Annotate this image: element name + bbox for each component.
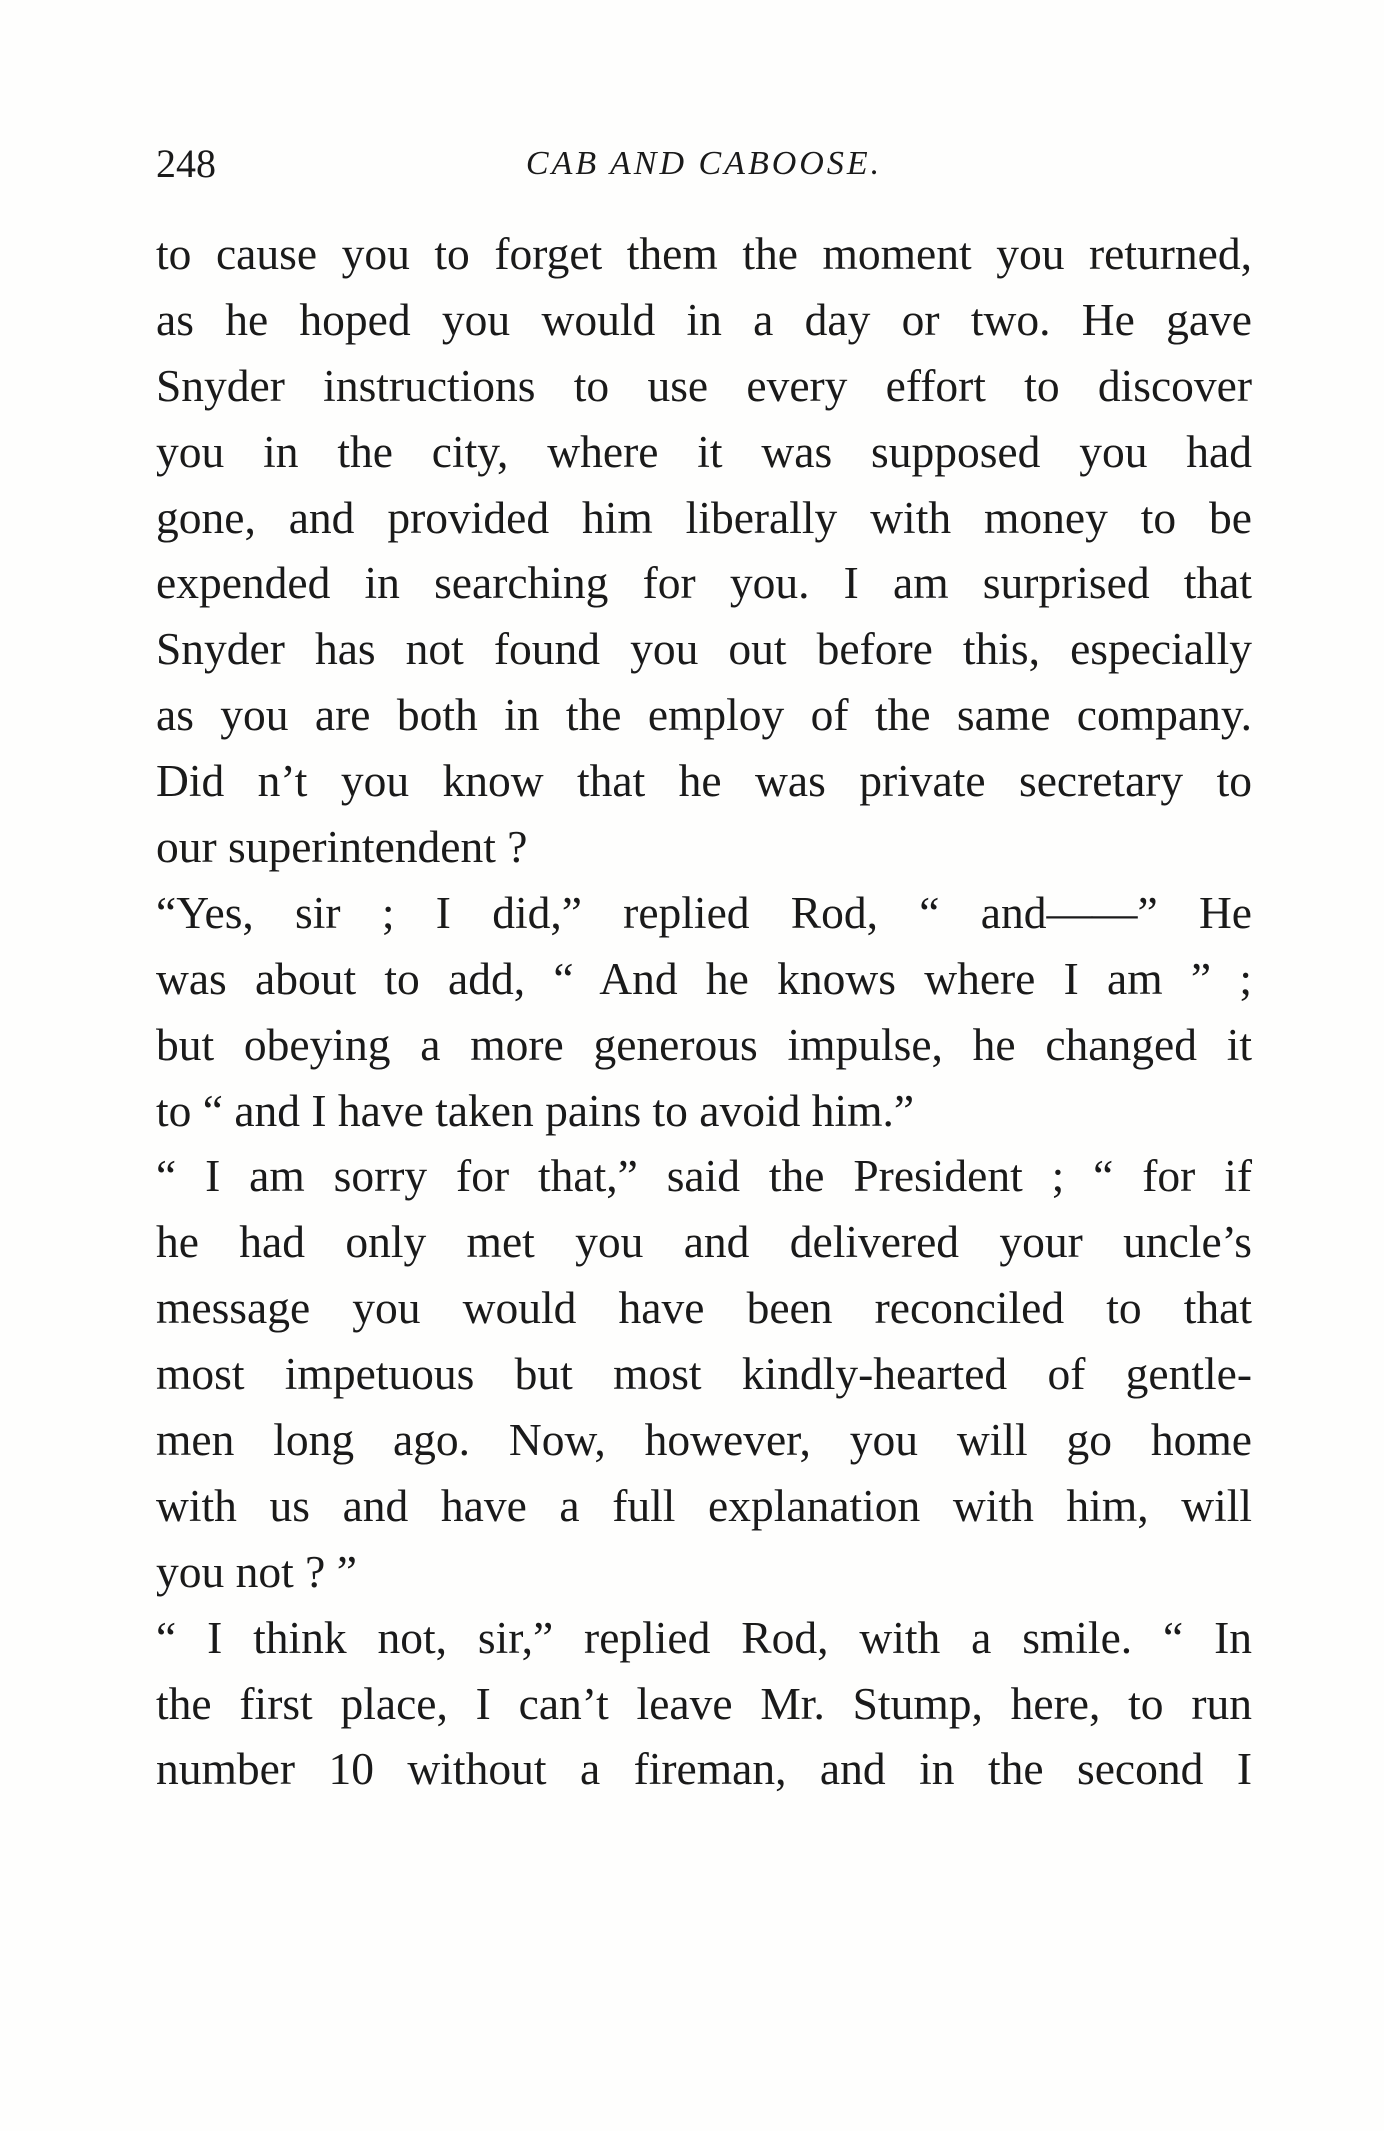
page-number: 248	[156, 141, 216, 186]
text-line: he had only met you and delivered your uncle’s	[156, 1216, 1252, 1268]
running-title: CAB AND CABOOSE.	[525, 145, 883, 182]
text-line: number 10 without a fireman, and in the second I	[156, 1743, 1252, 1795]
text-line: with us and have a full explanation with him, will	[156, 1479, 1252, 1531]
text-line: men long ago. Now, however, you will go home	[156, 1414, 1252, 1466]
text-line: the first place, I can’t leave Mr. Stump, here, to run	[156, 1677, 1252, 1729]
text-line: most impetuous but most kindly-hearted of gentle-	[156, 1348, 1252, 1400]
text-line: expended in searching for you. I am surprised that	[156, 557, 1252, 609]
text-line: you in the city, where it was supposed you had	[156, 425, 1252, 477]
text-line: but obeying a more generous impulse, he changed it	[156, 1018, 1252, 1070]
text-line: Did n’t you know that he was private secretary to	[156, 755, 1252, 807]
text-line: message you would have been reconciled to that	[156, 1282, 1252, 1334]
text-line: was about to add, “ And he knows where I am ” ;	[156, 952, 1252, 1004]
text-line: our superintendent ?	[156, 821, 528, 873]
text-line: to “ and I have taken pains to avoid him.”	[156, 1084, 915, 1136]
text-line: “ I am sorry for that,” said the President ; “ for if	[156, 1150, 1252, 1202]
text-line: “ I think not, sir,” replied Rod, with a smile. “ In	[156, 1611, 1252, 1663]
text-line: you not ? ”	[156, 1545, 357, 1597]
text-line: as he hoped you would in a day or two. He gave	[156, 293, 1252, 345]
body-text	[156, 221, 1252, 1802]
text-line: “Yes, sir ; I did,” replied Rod, “ and——” He	[156, 886, 1252, 938]
text-line: gone, and provided him liberally with money to be	[156, 491, 1252, 543]
text-line: as you are both in the employ of the same company.	[156, 689, 1252, 741]
text-line: Snyder has not found you out before this, especially	[156, 623, 1252, 675]
text-line: to cause you to forget them the moment you returned,	[156, 228, 1252, 279]
running-head	[156, 134, 1252, 194]
text-line: Snyder instructions to use every effort to discover	[156, 359, 1252, 411]
